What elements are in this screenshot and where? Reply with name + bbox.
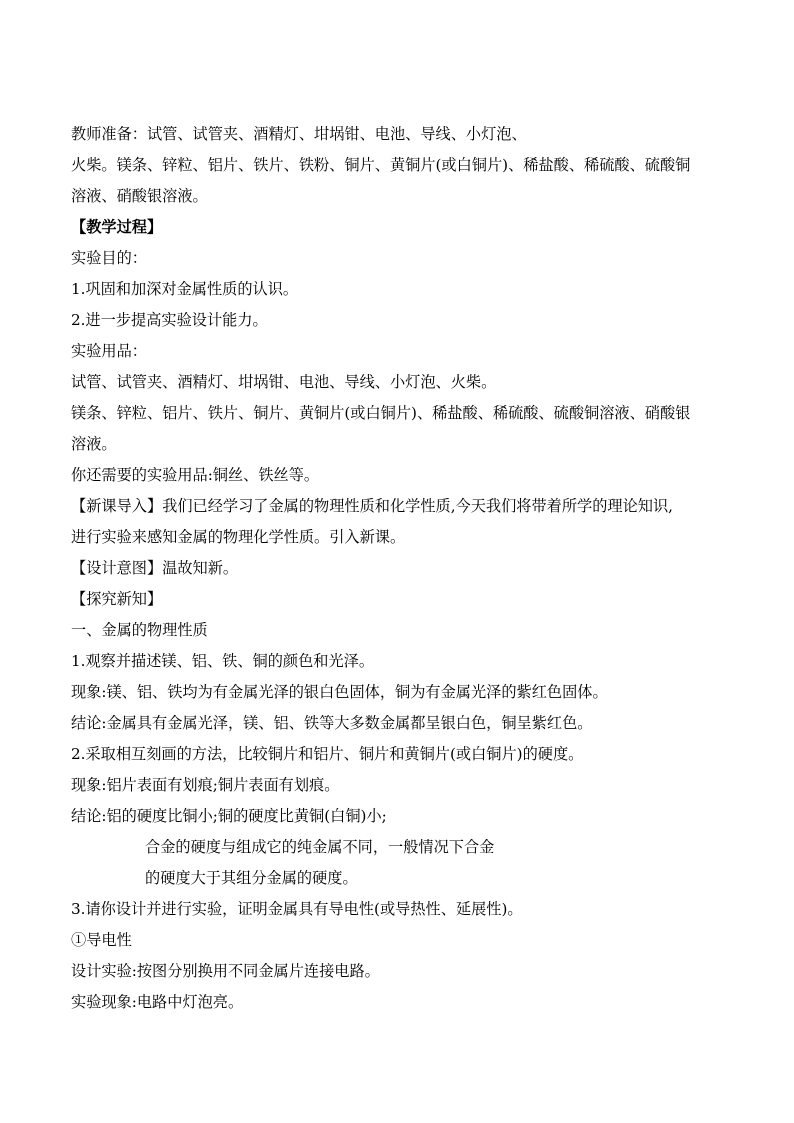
section-heading: 【探究新知】	[71, 590, 163, 608]
text-line: 设计实验:按图分别换用不同金属片连接电路。	[71, 962, 380, 980]
text-line-indented: 合金的硬度与组成它的纯金属不同，一般情况下合金	[145, 838, 495, 856]
text-line: 进行实验来感知金属的物理化学性质。引入新课。	[71, 528, 406, 546]
text-line: 火柴。镁条、锌粒、铝片、铁片、铁粉、铜片、黄铜片(或白铜片)、稀盐酸、稀硫酸、硫酸铜	[71, 156, 691, 174]
text-line: 镁条、锌粒、铝片、铁片、铜片、黄铜片(或白铜片)、稀盐酸、稀硫酸、硫酸铜溶液、硝酸银	[71, 404, 691, 422]
text-line: 试管、试管夹、酒精灯、坩埚钳、电池、导线、小灯泡、火柴。	[71, 373, 497, 391]
text-line: 你还需要的实验用品:铜丝、铁丝等。	[71, 466, 320, 484]
text-line: 结论:金属具有金属光泽，镁、铝、铁等大多数金属都呈银白色，铜呈紫红色。	[71, 714, 593, 732]
text-line: 2.采取相互刻画的方法，比较铜片和铝片、铜片和黄铜片(或白铜片)的硬度。	[71, 745, 584, 763]
text-line: 一、金属的物理性质	[71, 621, 208, 639]
text-line: 3.请你设计并进行实验，证明金属具有导电性(或导热性、延展性)。	[71, 900, 523, 918]
document-page	[71, 124, 731, 1023]
text-line: 1.观察并描述镁、铝、铁、铜的颜色和光泽。	[71, 652, 375, 670]
text-line: 溶液、硝酸银溶液。	[71, 187, 208, 205]
text-line: 【新课导入】我们已经学习了金属的物理性质和化学性质,今天我们将带着所学的理论知识,	[71, 497, 673, 515]
text-line: 实验目的：	[71, 249, 147, 267]
text-line: 1.巩固和加深对金属性质的认识。	[71, 280, 299, 298]
text-line: 教师准备：试管、试管夹、酒精灯、坩埚钳、电池、导线、小灯泡、	[71, 125, 527, 143]
section-heading: 【教学过程】	[71, 218, 163, 236]
text-line: ①导电性	[71, 931, 132, 949]
text-line: 结论:铝的硬度比铜小;铜的硬度比黄铜(白铜)小;	[71, 807, 387, 825]
text-line: 实验用品：	[71, 342, 147, 360]
text-line: 实验现象:电路中灯泡亮。	[71, 993, 244, 1011]
text-line: 溶液。	[71, 435, 117, 453]
text-line: 2.进一步提高实验设计能力。	[71, 311, 268, 329]
text-line: 现象:铝片表面有划痕;铜片表面有划痕。	[71, 776, 340, 794]
text-line: 现象:镁、铝、铁均为有金属光泽的银白色固体，铜为有金属光泽的紫红色固体。	[71, 683, 608, 701]
text-line: 【设计意图】温故知新。	[71, 559, 239, 577]
text-line-indented: 的硬度大于其组分金属的硬度。	[145, 869, 358, 887]
